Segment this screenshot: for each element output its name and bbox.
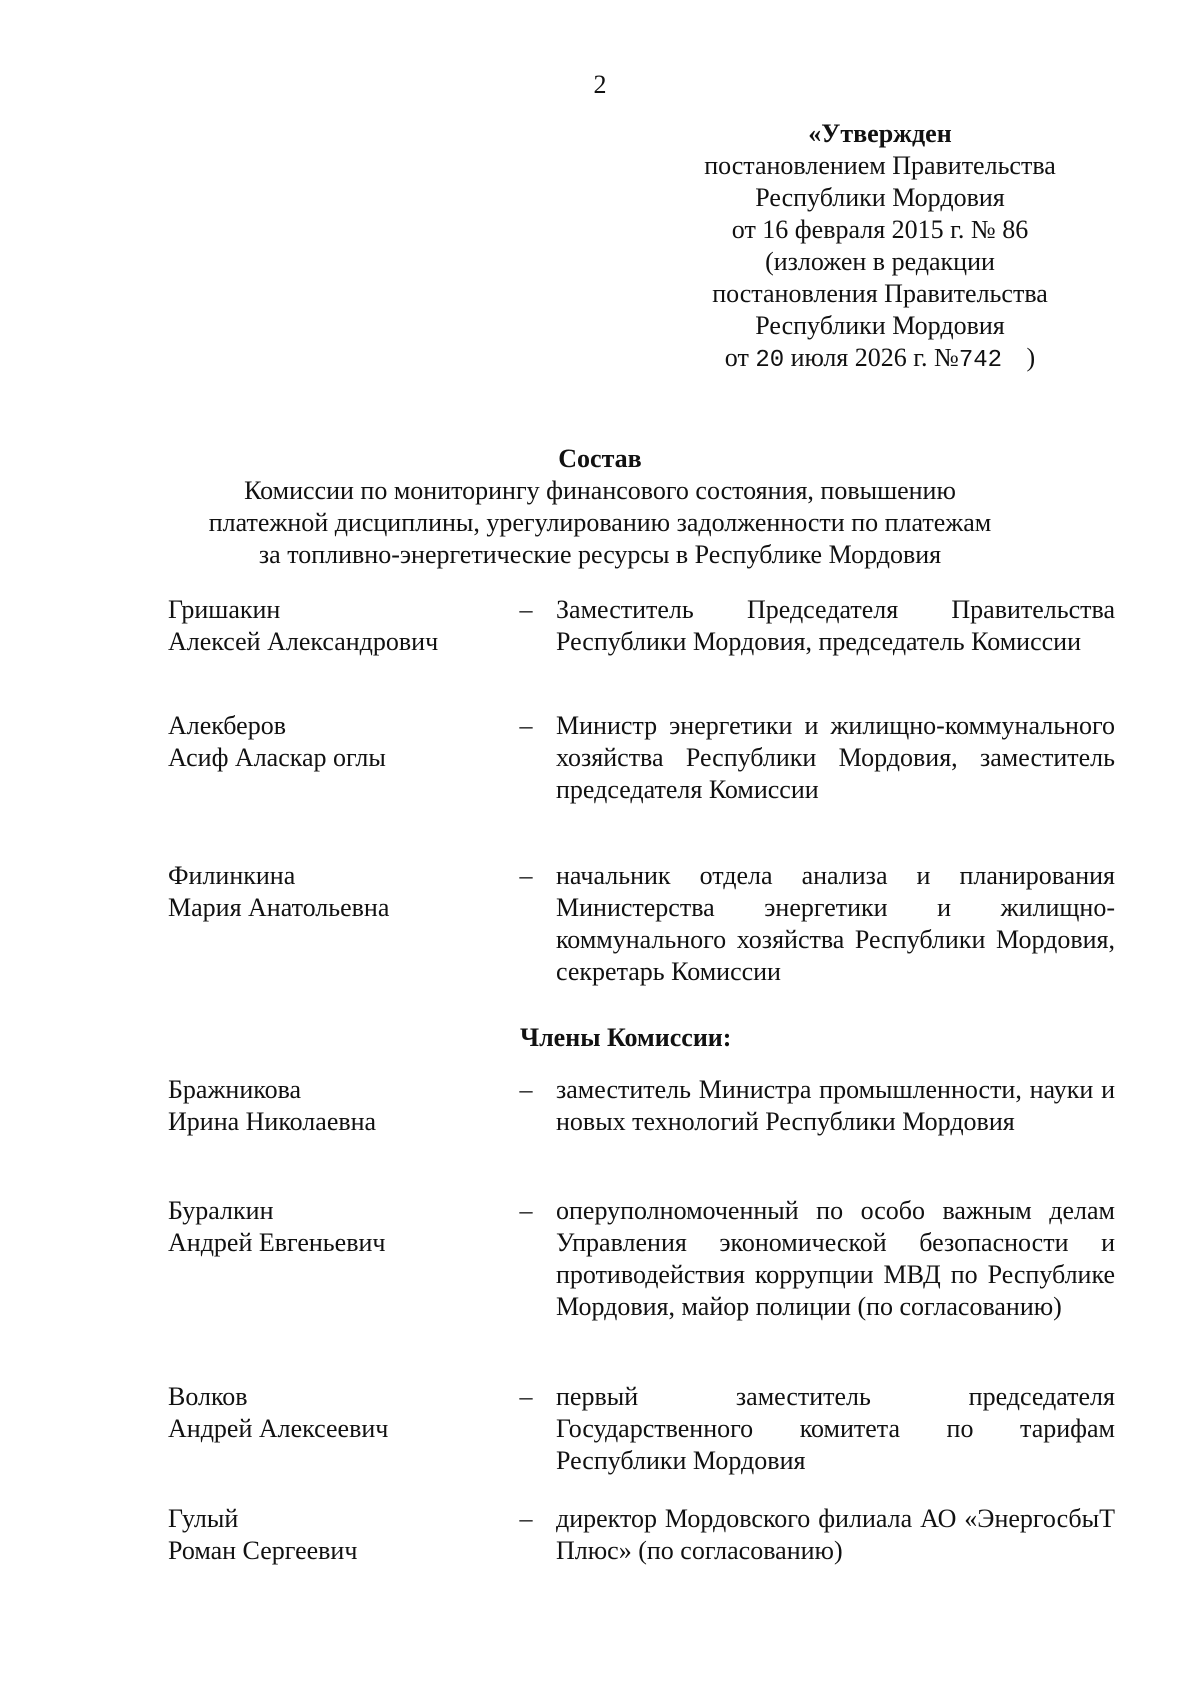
- member-given-names: Алексей Александрович: [168, 627, 439, 656]
- member-surname: Буралкин: [168, 1196, 274, 1225]
- dash: –: [519, 861, 533, 890]
- member-name: [168, 594, 508, 658]
- approval-date-prefix: от: [724, 343, 749, 372]
- title-heading: Состав: [558, 444, 642, 473]
- dash: –: [519, 1504, 533, 1533]
- approval-date-line: [640, 342, 1120, 377]
- approval-line: (изложен в редакции: [765, 247, 995, 276]
- approval-date-day: 20: [755, 347, 785, 374]
- approval-line: «Утвержден: [808, 119, 952, 148]
- title-line: платежной дисциплины, урегулированию задолженности по платежам: [208, 508, 992, 537]
- member-position: Заместитель Председателя Правительства Республики Мордовия, председатель Комиссии: [556, 595, 1115, 656]
- member-given-names: Андрей Алексеевич: [168, 1414, 389, 1443]
- member-position: первый заместитель председателя Государственного комитета по тарифам Республики Мордовия: [556, 1382, 1115, 1475]
- members-heading: Члены Комиссии:: [520, 1023, 732, 1052]
- approval-stamp: [640, 118, 1120, 377]
- member-surname: Волков: [168, 1382, 248, 1411]
- member-surname: Алекберов: [168, 711, 286, 740]
- approval-line: постановления Правительства: [712, 279, 1048, 308]
- dash: –: [519, 595, 533, 624]
- dash: –: [519, 1075, 533, 1104]
- document-title: [100, 443, 1100, 571]
- member-name: [168, 1381, 508, 1445]
- member-surname: Гулый: [168, 1504, 239, 1533]
- member-given-names: Роман Сергеевич: [168, 1536, 358, 1565]
- member-name: [168, 860, 508, 924]
- member-surname: Бражникова: [168, 1075, 302, 1104]
- member-surname: Гришакин: [168, 595, 281, 624]
- member-name: [168, 1074, 508, 1138]
- member-given-names: Андрей Евгеньевич: [168, 1228, 386, 1257]
- dash: –: [519, 1196, 533, 1225]
- approval-line: Республики Мордовия: [755, 311, 1005, 340]
- approval-date-middle: июля 2026 г. №: [790, 343, 959, 372]
- member-given-names: Асиф Аласкар оглы: [168, 743, 386, 772]
- member-given-names: Мария Анатольевна: [168, 893, 390, 922]
- dash: –: [519, 711, 533, 740]
- approval-number: 742: [958, 347, 1003, 374]
- approval-line: Республики Мордовия: [755, 183, 1005, 212]
- approval-date-suffix: ): [1026, 343, 1036, 372]
- dash: –: [519, 1382, 533, 1411]
- member-position: заместитель Министра промышленности, науки и новых технологий Республики Мордовия: [556, 1075, 1115, 1136]
- member-position: оперуполномоченный по особо важным делам Управления экономической безопасности и противодействия коррупции МВД по Республике Мордовия, майор полиции (по согласованию): [556, 1196, 1115, 1321]
- member-position: Министр энергетики и жилищно-коммунального хозяйства Республики Мордовия, заместитель председателя Комиссии: [556, 711, 1115, 804]
- title-line: Комиссии по мониторингу финансового состояния, повышению: [244, 476, 956, 505]
- approval-line: от 16 февраля 2015 г. № 86: [731, 215, 1029, 244]
- member-surname: Филинкина: [168, 861, 296, 890]
- member-position: директор Мордовского филиала АО «ЭнергосбыТ Плюс» (по согласованию): [556, 1504, 1115, 1565]
- member-name: [168, 710, 508, 774]
- member-name: [168, 1195, 508, 1259]
- member-given-names: Ирина Николаевна: [168, 1107, 377, 1136]
- title-line: за топливно-энергетические ресурсы в Республике Мордовия: [258, 540, 942, 569]
- approval-line: постановлением Правительства: [704, 151, 1056, 180]
- page-number: 2: [593, 70, 607, 99]
- member-name: [168, 1503, 508, 1567]
- member-position: начальник отдела анализа и планирования Министерства энергетики и жилищно-коммунального хозяйства Республики Мордовия, секретарь Комиссии: [556, 861, 1115, 986]
